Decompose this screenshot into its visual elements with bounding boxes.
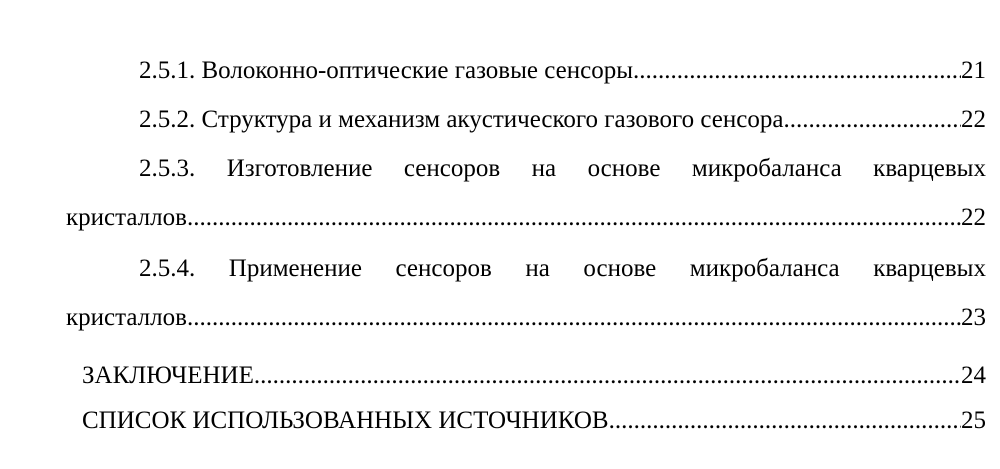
toc-entry-page: 25 xyxy=(961,407,986,434)
toc-word: микробаланса xyxy=(691,155,842,182)
toc-word: Применение xyxy=(228,255,362,282)
toc-word: кварцевых xyxy=(873,155,986,182)
toc-entry-page: 22 xyxy=(961,106,986,133)
toc-entry-title-continuation: кристаллов xyxy=(66,204,187,231)
toc-word: микробаланса xyxy=(689,255,840,282)
dot-leader xyxy=(187,303,961,333)
dot-leader xyxy=(187,203,961,233)
toc-word: кварцевых xyxy=(873,255,986,282)
toc-entry-2-5-1[interactable] xyxy=(139,56,986,86)
toc-entry-title: ЗАКЛЮЧЕНИЕ xyxy=(82,362,254,389)
toc-word: на xyxy=(525,255,550,282)
toc-entry-title: СПИСОК ИСПОЛЬЗОВАННЫХ ИСТОЧНИКОВ xyxy=(82,407,609,434)
toc-entry-2-5-3-second-line[interactable] xyxy=(66,203,986,233)
toc-word: основе xyxy=(587,155,661,182)
toc-word: на xyxy=(531,155,557,182)
toc-word: 2.5.3. xyxy=(139,155,196,182)
dot-leader xyxy=(609,406,961,436)
toc-entry-2-5-4-second-line[interactable] xyxy=(66,303,986,333)
dot-leader xyxy=(633,56,961,86)
toc-word: Изготовление xyxy=(226,155,373,182)
toc-word: 2.5.4. xyxy=(139,255,196,282)
toc-word: сенсоров xyxy=(403,155,501,182)
toc-word: сенсоров xyxy=(395,255,492,282)
dot-leader xyxy=(783,105,961,135)
toc-entry-page: 22 xyxy=(961,204,986,231)
toc-entry-conclusion[interactable] xyxy=(82,361,986,391)
toc-entry-page: 23 xyxy=(961,304,986,331)
toc-word: основе xyxy=(583,255,657,282)
toc-entry-page: 21 xyxy=(961,57,986,84)
toc-entry-title: 2.5.1. Волоконно-оптические газовые сенсоры xyxy=(139,57,634,84)
toc-entry-references[interactable] xyxy=(82,406,986,436)
toc-entry-2-5-3-first-line[interactable] xyxy=(139,154,986,184)
toc-entry-2-5-4-first-line[interactable] xyxy=(139,254,986,284)
toc-entry-title: 2.5.2. Структура и механизм акустического газового сенсора xyxy=(139,106,784,133)
toc-entry-page: 24 xyxy=(961,362,986,389)
toc-entry-2-5-2[interactable] xyxy=(139,105,986,135)
toc-entry-title-continuation: кристаллов xyxy=(66,304,187,331)
dot-leader xyxy=(254,361,961,391)
